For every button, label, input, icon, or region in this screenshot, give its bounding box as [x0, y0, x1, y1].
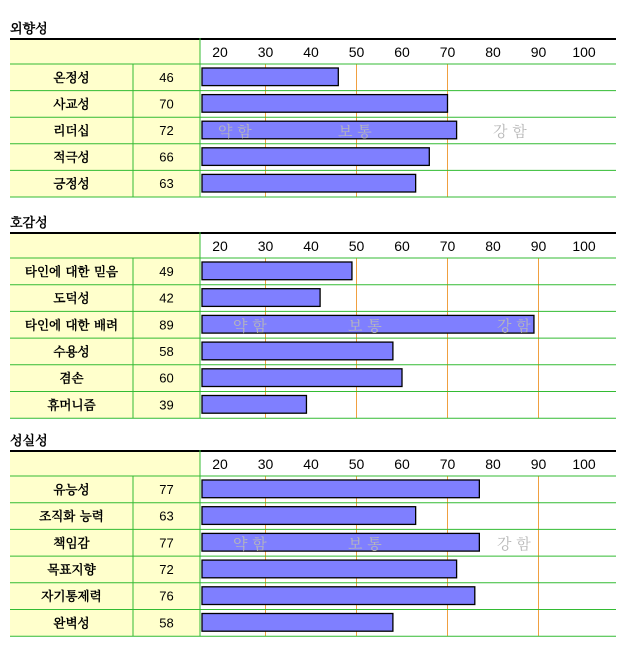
scale-tick-label: 30: [257, 456, 274, 472]
scale-tick-label: 60: [394, 44, 410, 60]
scale-tick-label: 100: [572, 238, 596, 254]
trait-label: 완벽성: [53, 615, 90, 631]
trait-label: 사교성: [53, 96, 90, 112]
score-bar: [202, 342, 393, 360]
trait-label: 목표지향: [47, 561, 96, 577]
trait-label: 휴머니즘: [47, 397, 96, 413]
band-label: 강 함: [493, 122, 527, 141]
scale-tick-label: 60: [394, 456, 410, 472]
trait-label: 겸손: [59, 370, 84, 386]
score-bar: [202, 68, 338, 86]
trait-label: 리더십: [53, 123, 90, 138]
scale-tick-label: 90: [530, 238, 547, 254]
trait-label: 온정성: [53, 69, 90, 85]
score-bar: [202, 560, 457, 578]
scale-tick-label: 90: [530, 456, 547, 472]
score-bar: [202, 262, 352, 280]
trait-label: 책임감: [53, 535, 90, 551]
scale-tick-label: 20: [212, 44, 228, 60]
scale-tick-label: 80: [485, 456, 501, 472]
band-label: 보 통: [348, 534, 382, 553]
trait-score: 76: [159, 588, 174, 604]
section-title: 외향성: [10, 22, 48, 37]
score-bar: [202, 587, 475, 605]
section-chart-svg: [0, 232, 626, 420]
scale-tick-label: 50: [348, 456, 365, 472]
band-label: 강 함: [497, 316, 531, 335]
scale-tick-label: 80: [485, 44, 501, 60]
trait-label: 긍정성: [53, 176, 90, 192]
scale-tick-label: 70: [439, 44, 456, 60]
band-label: 약 함: [233, 534, 267, 553]
trait-label: 도덕성: [53, 290, 90, 306]
trait-score: 58: [159, 343, 174, 359]
scale-tick-label: 40: [303, 456, 319, 472]
band-label: 약 함: [218, 122, 252, 141]
trait-label: 타인에 대한 믿음: [24, 263, 119, 279]
score-bar: [202, 614, 393, 632]
trait-label: 자기통제력: [41, 588, 102, 604]
trait-score: 66: [159, 149, 174, 165]
trait-score: 70: [159, 96, 174, 112]
trait-score: 77: [159, 535, 174, 551]
trait-label: 조직화 능력: [39, 508, 104, 524]
score-bar: [202, 396, 306, 414]
band-label: 보 통: [338, 122, 372, 141]
scale-tick-label: 90: [530, 44, 547, 60]
scale-tick-label: 40: [303, 238, 319, 254]
trait-score: 60: [159, 370, 174, 386]
section-chart-svg: [0, 38, 626, 199]
scale-tick-label: 70: [439, 456, 456, 472]
scale-tick-label: 20: [212, 456, 228, 472]
trait-label: 유능성: [53, 481, 90, 497]
band-label: 약 함: [233, 316, 267, 335]
score-bar: [202, 480, 479, 498]
trait-label: 수용성: [53, 343, 90, 359]
scale-tick-label: 40: [303, 44, 319, 60]
trait-score: 42: [159, 290, 174, 306]
trait-label: 타인에 대한 배려: [24, 317, 119, 333]
section-title: 성실성: [10, 434, 48, 449]
section-chart-svg: [0, 450, 626, 638]
scale-tick-label: 100: [572, 44, 596, 60]
score-bar: [202, 174, 416, 192]
trait-score: 72: [159, 123, 174, 138]
trait-score: 49: [159, 263, 174, 279]
score-bar: [202, 289, 320, 307]
trait-score: 46: [159, 69, 174, 85]
scale-tick-label: 30: [257, 238, 274, 254]
scale-tick-label: 20: [212, 238, 228, 254]
scale-tick-label: 80: [485, 238, 501, 254]
trait-score: 72: [159, 561, 174, 577]
scale-tick-label: 100: [572, 456, 596, 472]
trait-score: 63: [159, 508, 174, 524]
band-label: 강 함: [497, 534, 531, 553]
scale-tick-label: 50: [348, 44, 365, 60]
score-bar: [202, 507, 416, 525]
trait-score: 89: [159, 317, 174, 333]
score-bar: [202, 369, 402, 387]
scale-tick-label: 30: [257, 44, 274, 60]
score-bar: [202, 148, 429, 166]
section-title: 호감성: [10, 216, 48, 231]
trait-score: 63: [159, 176, 174, 192]
trait-score: 77: [159, 481, 174, 497]
trait-score: 58: [159, 615, 174, 631]
band-label: 보 통: [348, 316, 382, 335]
trait-score: 39: [159, 397, 174, 413]
score-bar: [202, 95, 448, 113]
trait-label: 적극성: [53, 149, 90, 165]
scale-tick-label: 50: [348, 238, 365, 254]
scale-tick-label: 70: [439, 238, 456, 254]
scale-tick-label: 60: [394, 238, 410, 254]
